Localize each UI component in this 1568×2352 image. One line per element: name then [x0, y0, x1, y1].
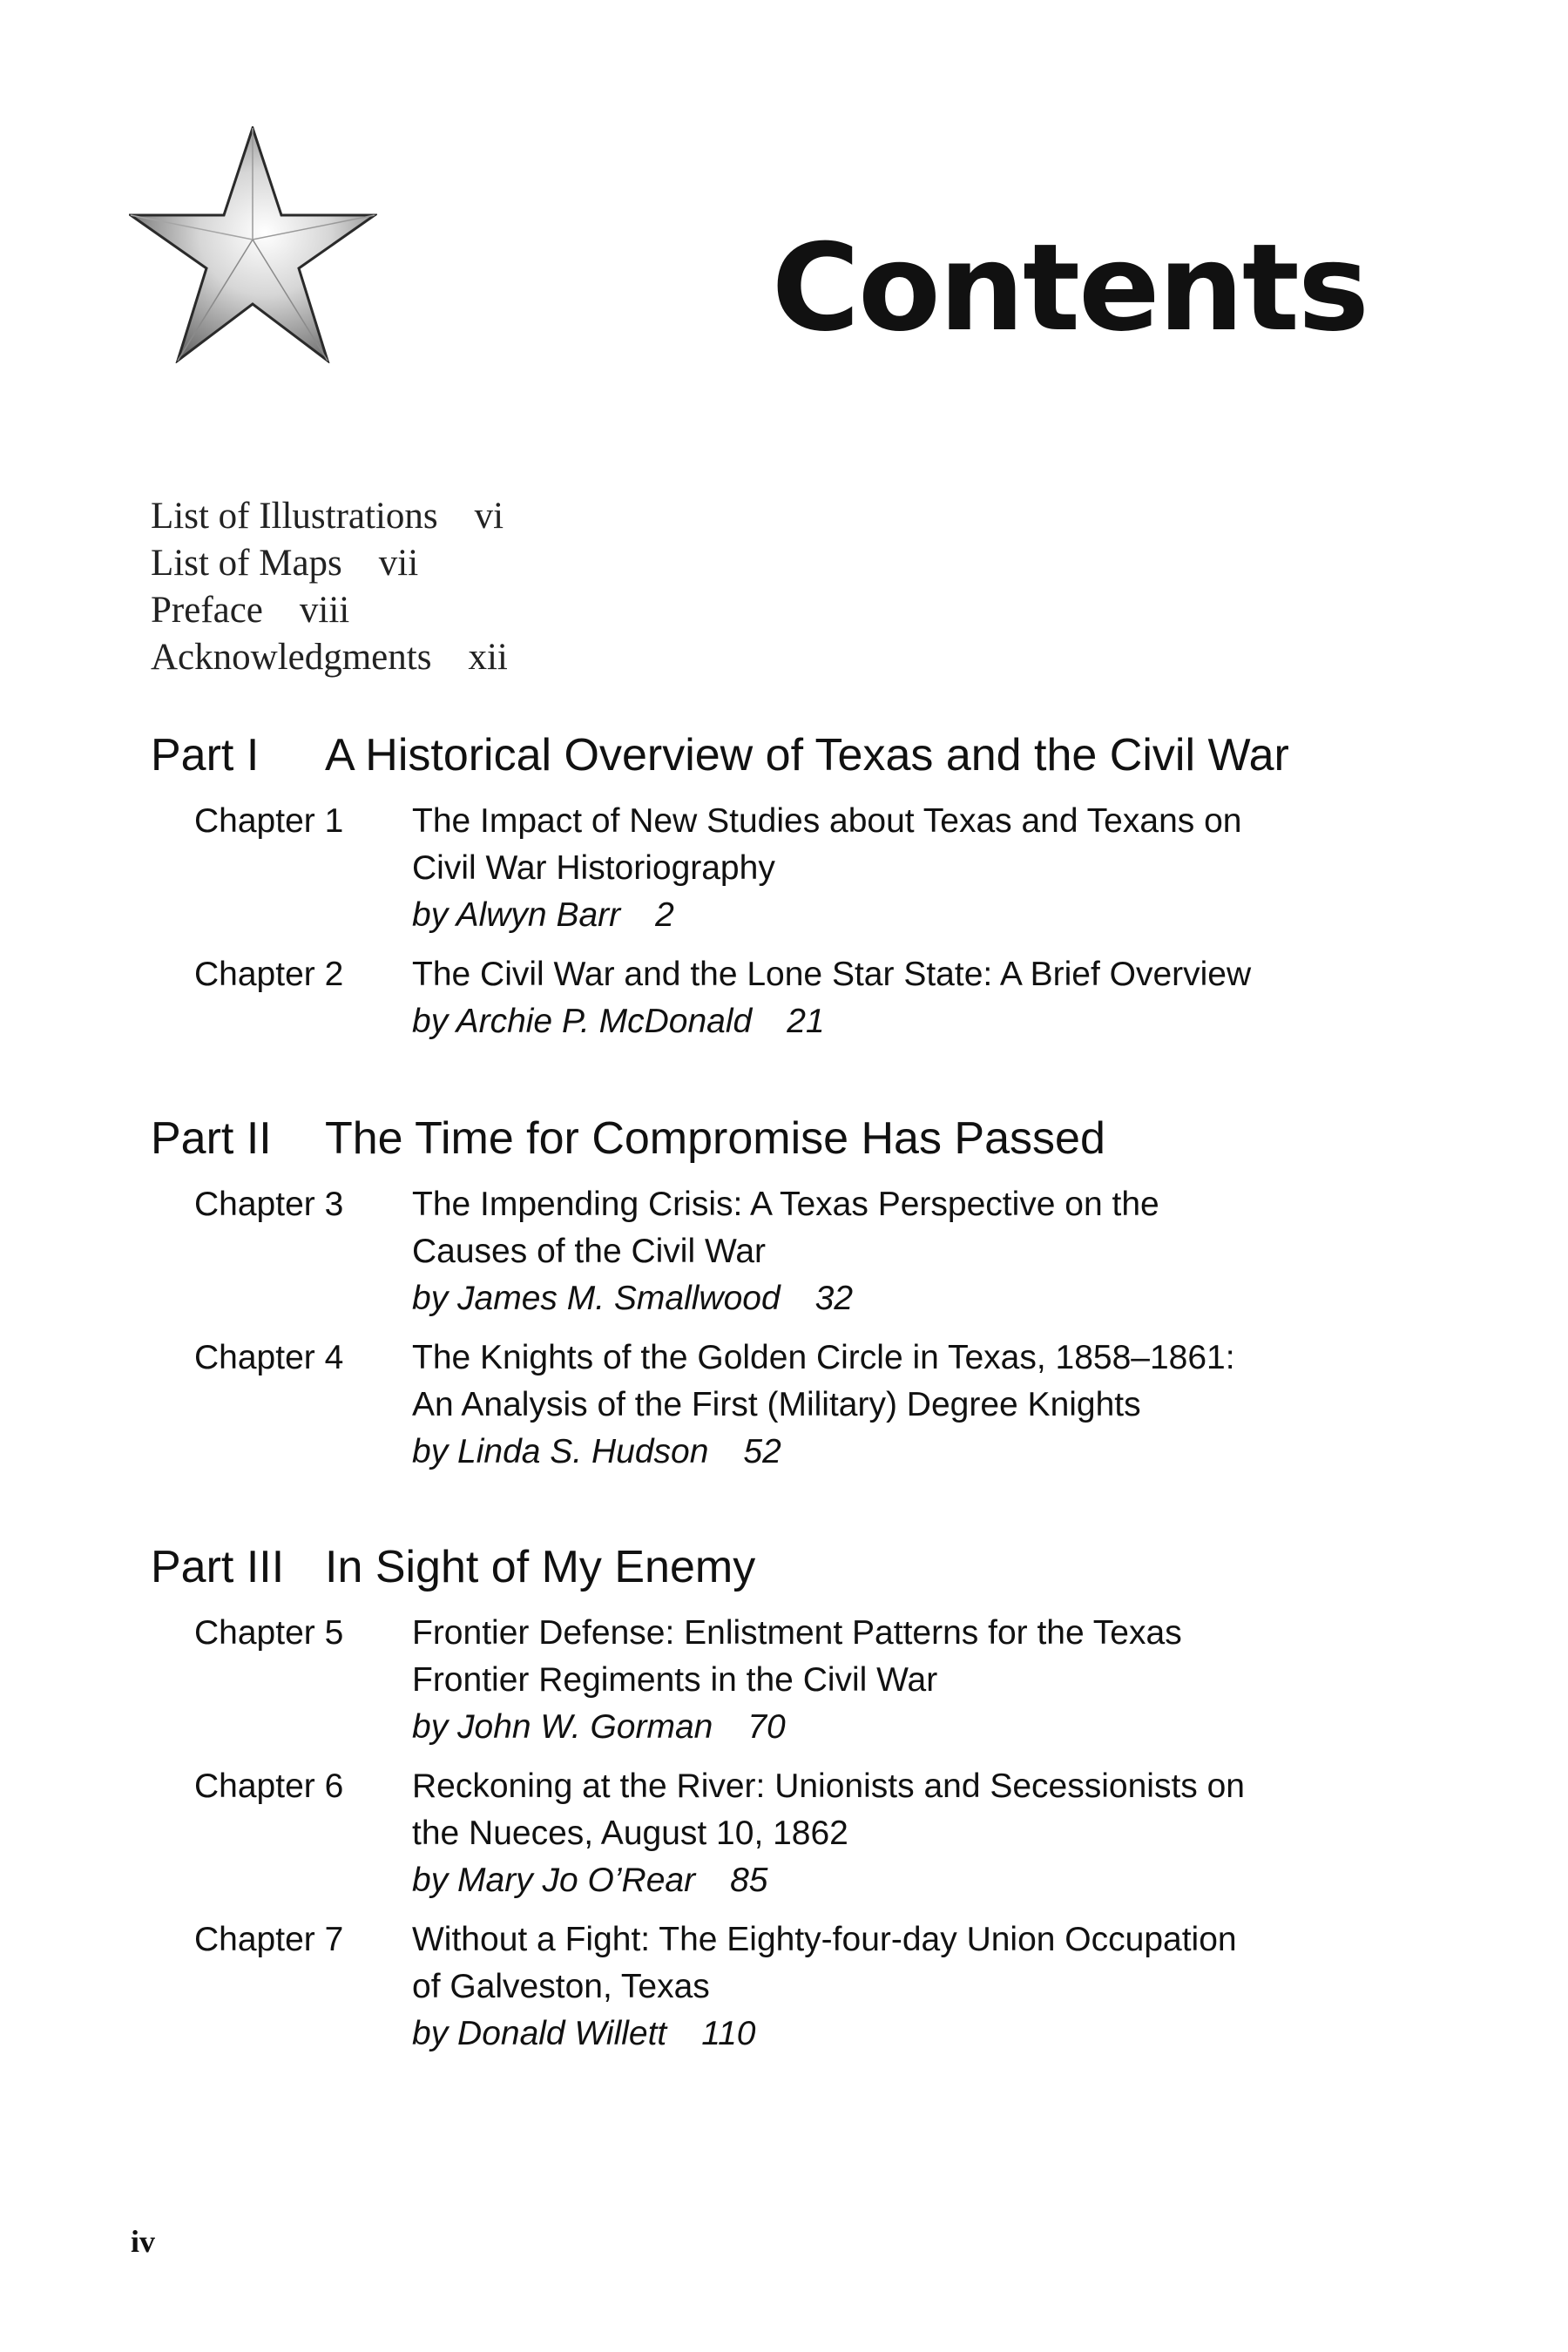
part-title: In Sight of My Enemy — [325, 1542, 756, 1592]
chapter-label: Chapter 1 — [194, 802, 344, 840]
front-matter-list — [151, 493, 508, 681]
chapter-page: 110 — [701, 2015, 756, 2052]
chapter-page: 85 — [730, 1862, 768, 1899]
chapter-title-line: Frontier Regiments in the Civil War — [412, 1661, 938, 1699]
chapter-byline — [412, 1857, 1327, 1904]
page-title: Contents — [771, 218, 1368, 358]
chapter-title-line: the Nueces, August 10, 1862 — [412, 1815, 848, 1852]
chapter-page: 52 — [743, 1433, 781, 1470]
chapter-author: by John W. Gorman — [412, 1708, 713, 1746]
front-matter-page: vii — [378, 543, 419, 584]
chapter-title-line: Causes of the Civil War — [412, 1233, 767, 1270]
part-heading[interactable] — [151, 1112, 1388, 1166]
chapter-label: Chapter 5 — [194, 1614, 344, 1652]
chapter-page: 70 — [747, 1708, 786, 1746]
chapter-title-line: Without a Fight: The Eighty-four-day Union Occupation — [412, 1921, 1237, 1958]
front-matter-item[interactable] — [151, 587, 508, 634]
chapter-title-line: of Galveston, Texas — [412, 1968, 710, 2005]
front-matter-label: List of Maps — [151, 543, 342, 584]
part-label: Part III — [151, 1542, 285, 1592]
chapter-author: by Mary Jo O’Rear — [412, 1862, 696, 1899]
part-section — [151, 728, 1388, 1045]
chapter-label: Chapter 3 — [194, 1186, 344, 1223]
front-matter-item[interactable] — [151, 540, 508, 587]
page-number: iv — [131, 2224, 156, 2259]
chapter-author: by Archie P. McDonald — [412, 1003, 753, 1040]
chapter-byline — [412, 1275, 1327, 1322]
front-matter-label: List of Illustrations — [151, 496, 438, 537]
chapter-body — [412, 1610, 1327, 1751]
part-section — [151, 1112, 1388, 1476]
chapter-entry[interactable] — [194, 1335, 1388, 1476]
chapter-body — [412, 798, 1327, 939]
chapter-entry[interactable] — [194, 951, 1388, 1045]
part-heading[interactable] — [151, 1540, 1388, 1594]
chapter-label: Chapter 2 — [194, 956, 344, 993]
chapter-body — [412, 951, 1327, 1045]
chapter-byline — [412, 1429, 1327, 1476]
chapter-label: Chapter 4 — [194, 1339, 344, 1376]
chapter-byline — [412, 892, 1327, 939]
chapter-entry[interactable] — [194, 798, 1388, 939]
chapter-author: by James M. Smallwood — [412, 1280, 781, 1317]
chapter-author: by Linda S. Hudson — [412, 1433, 709, 1470]
front-matter-label: Acknowledgments — [151, 637, 432, 678]
chapter-title-line: Reckoning at the River: Unionists and Secessionists on — [412, 1767, 1245, 1805]
chapter-body — [412, 1916, 1327, 2058]
chapter-title-line: Frontier Defense: Enlistment Patterns for the Texas — [412, 1614, 1182, 1652]
chapter-byline — [412, 2011, 1327, 2058]
chapter-label: Chapter 6 — [194, 1767, 344, 1805]
part-label: Part I — [151, 730, 260, 781]
chapter-title-line: The Impact of New Studies about Texas and Texans on — [412, 802, 1242, 840]
chapter-byline — [412, 998, 1327, 1045]
front-matter-label: Preface — [151, 590, 263, 631]
front-matter-page: viii — [299, 590, 350, 631]
chapter-page: 2 — [655, 896, 674, 934]
front-matter-item[interactable] — [151, 634, 508, 681]
chapter-byline — [412, 1704, 1327, 1751]
chapter-page: 21 — [787, 1003, 825, 1040]
chapter-entry[interactable] — [194, 1610, 1388, 1751]
front-matter-page: vi — [474, 496, 504, 537]
chapter-label: Chapter 7 — [194, 1921, 344, 1958]
chapter-entry[interactable] — [194, 1181, 1388, 1322]
chapter-title-line: Civil War Historiography — [412, 849, 775, 887]
chapter-title-line: The Civil War and the Lone Star State: A Brief Overview — [412, 956, 1252, 993]
part-section — [151, 1540, 1388, 2058]
chapter-title-line: The Knights of the Golden Circle in Texas, 1858–1861: — [412, 1339, 1235, 1376]
front-matter-item[interactable] — [151, 493, 508, 540]
chapter-entry[interactable] — [194, 1916, 1388, 2058]
chapter-author: by Alwyn Barr — [412, 896, 621, 934]
part-label: Part II — [151, 1113, 272, 1164]
star-icon — [129, 126, 377, 363]
chapter-body — [412, 1181, 1327, 1322]
part-title: The Time for Compromise Has Passed — [325, 1113, 1105, 1164]
chapter-page: 32 — [814, 1280, 854, 1317]
chapter-body — [412, 1763, 1327, 1904]
chapter-entry[interactable] — [194, 1763, 1388, 1904]
chapter-title-line: An Analysis of the First (Military) Degree Knights — [412, 1386, 1141, 1423]
chapter-body — [412, 1335, 1327, 1476]
chapter-author: by Donald Willett — [412, 2015, 667, 2052]
part-heading[interactable] — [151, 728, 1388, 782]
front-matter-page: xii — [468, 637, 508, 678]
chapter-title-line: The Impending Crisis: A Texas Perspective on the — [412, 1186, 1159, 1223]
part-title: A Historical Overview of Texas and the Civil War — [325, 730, 1289, 781]
